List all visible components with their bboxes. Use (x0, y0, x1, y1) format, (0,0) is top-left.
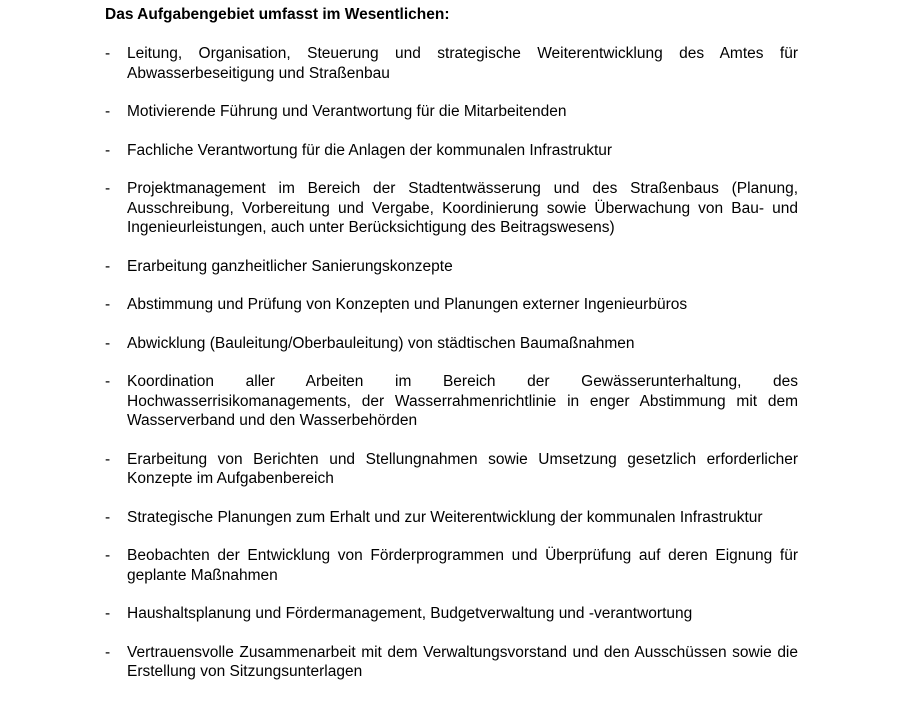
list-item (105, 102, 798, 122)
list-bullet: - (105, 547, 111, 564)
task-list (105, 44, 798, 682)
list-item (105, 334, 798, 354)
list-item-text: Beobachten der Entwicklung von Förderprogrammen und Überprüfung auf deren Eignung für geplante Maßnahmen (127, 547, 798, 584)
list-item-text: Motivierende Führung und Verantwortung für die Mitarbeitenden (127, 103, 567, 120)
list-bullet: - (105, 103, 111, 120)
list-item (105, 508, 798, 528)
list-item-text: Erarbeitung von Berichten und Stellungnahmen sowie Umsetzung gesetzlich erforderlicher Konzepte im Aufgabenbereich (127, 450, 798, 487)
list-bullet: - (105, 450, 111, 468)
list-bullet: - (105, 180, 111, 197)
list-bullet: - (105, 257, 111, 275)
list-bullet: - (105, 373, 111, 390)
list-item (105, 546, 798, 585)
list-item (105, 643, 798, 682)
list-item (105, 179, 798, 238)
list-item (105, 141, 798, 161)
list-bullet: - (105, 508, 111, 526)
list-bullet: - (105, 141, 111, 159)
section-heading: Das Aufgabengebiet umfasst im Wesentlichen: (105, 6, 450, 23)
list-item (105, 257, 798, 277)
list-bullet: - (105, 296, 111, 313)
list-item-text: Strategische Planungen zum Erhalt und zur Weiterentwicklung der kommunalen Infrastruktur (127, 508, 763, 526)
list-item (105, 450, 798, 489)
list-item-text: Fachliche Verantwortung für die Anlagen der kommunalen Infrastruktur (127, 141, 613, 159)
list-item-text: Erarbeitung ganzheitlicher Sanierungskonzepte (127, 257, 453, 275)
list-item-text: Vertrauensvolle Zusammenarbeit mit dem Verwaltungsvorstand und den Ausschüssen sowie die Erstellung von Sitzungsunterlagen (127, 643, 798, 680)
list-bullet: - (105, 334, 111, 352)
list-bullet: - (105, 45, 111, 62)
list-item (105, 604, 798, 624)
list-item-text: Haushaltsplanung und Fördermanagement, Budgetverwaltung und -verantwortung (127, 605, 693, 622)
list-bullet: - (105, 643, 111, 661)
list-item-text: Projektmanagement im Bereich der Stadtentwässerung und des Straßenbaus (Planung, Ausschreibung, Vorbereitung und Vergabe, Koordinierung sowie Überwachung von Bau- und Ingenieurleistungen, auch unter Berücksichtigung des Beitragswesens) (127, 180, 798, 236)
list-item-text: Koordination aller Arbeiten im Bereich der Gewässerunterhaltung, des Hochwasserrisikomanagements, der Wasserrahmenrichtlinie in enger Abstimmung mit dem Wasserverband und den Wasserbehörden (127, 373, 798, 429)
document-page (105, 5, 798, 701)
list-item (105, 372, 798, 431)
list-bullet: - (105, 605, 111, 622)
list-item-text: Leitung, Organisation, Steuerung und strategische Weiterentwicklung des Amtes für Abwasserbeseitigung und Straßenbau (127, 45, 798, 82)
list-item (105, 44, 798, 83)
list-item-text: Abwicklung (Bauleitung/Oberbauleitung) von städtischen Baumaßnahmen (127, 334, 635, 352)
list-item-text: Abstimmung und Prüfung von Konzepten und Planungen externer Ingenieurbüros (127, 296, 688, 313)
list-item (105, 295, 798, 315)
